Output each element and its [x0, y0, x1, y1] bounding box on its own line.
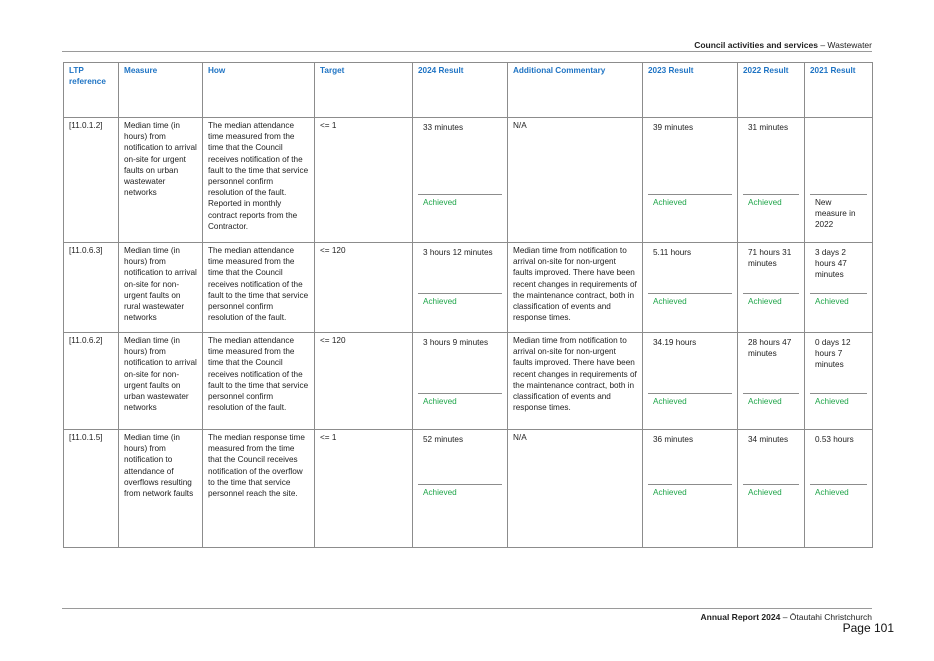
result-2022-value: 28 hours 47 minutes: [743, 335, 799, 394]
result-2024-status: Achieved: [423, 397, 457, 406]
column-header: Measure: [119, 63, 203, 118]
column-header: 2022 Result: [738, 63, 805, 118]
section-subtitle: – Wastewater: [817, 40, 872, 50]
commentary-cell: N/A: [508, 118, 643, 243]
section-header: [694, 40, 872, 50]
result-2024-status: Achieved: [423, 297, 457, 306]
table-row: [64, 333, 873, 430]
measure-cell: Median time (in hours) from notification to arrival on-site for non-urgent faults on rural wastewater networks: [119, 243, 203, 333]
result-2023-status: Achieved: [653, 397, 687, 406]
header-divider: [62, 51, 872, 52]
result-2023-value: 36 minutes: [648, 432, 732, 485]
table-row: [64, 243, 873, 333]
result-2023-value: 39 minutes: [648, 120, 732, 195]
column-header: LTP reference: [64, 63, 119, 118]
result-2022-cell: [738, 118, 805, 243]
column-header: Additional Commentary: [508, 63, 643, 118]
result-2022-cell: [738, 243, 805, 333]
commentary-cell: Median time from notification to arrival on-site for non-urgent faults improved. There have been recent changes in requirements of the maintenance contract, both in classification of events and response times.: [508, 243, 643, 333]
ltp-reference: [11.0.1.5]: [64, 430, 119, 548]
result-2023-status: Achieved: [653, 488, 687, 497]
result-2024-value: 33 minutes: [418, 120, 502, 195]
result-2023-cell: [643, 243, 738, 333]
result-2022-status: Achieved: [748, 488, 782, 497]
target-cell: <= 120: [315, 333, 413, 430]
result-2022-status: Achieved: [748, 198, 782, 207]
section-title: Council activities and services: [694, 40, 818, 50]
target-cell: <= 1: [315, 118, 413, 243]
result-2021-value: 0.53 hours: [810, 432, 867, 485]
result-2023-cell: [643, 118, 738, 243]
result-2022-status: Achieved: [748, 397, 782, 406]
result-2024-cell: [413, 333, 508, 430]
result-2021-cell: [805, 243, 873, 333]
table-header-row: [64, 63, 873, 118]
ltp-reference: [11.0.1.2]: [64, 118, 119, 243]
result-2021-status: New measure in 2022: [815, 198, 856, 230]
column-header: How: [203, 63, 315, 118]
footer-divider: [62, 608, 872, 609]
result-2024-status: Achieved: [423, 488, 457, 497]
performance-table: [63, 62, 873, 548]
result-2024-cell: [413, 430, 508, 548]
commentary-cell: N/A: [508, 430, 643, 548]
result-2023-cell: [643, 430, 738, 548]
result-2022-cell: [738, 430, 805, 548]
result-2021-cell: [805, 430, 873, 548]
result-2022-value: 71 hours 31 minutes: [743, 245, 799, 294]
result-2021-cell: [805, 333, 873, 430]
result-2022-value: 34 minutes: [743, 432, 799, 485]
column-header: 2024 Result: [413, 63, 508, 118]
result-2023-status: Achieved: [653, 297, 687, 306]
column-header: 2021 Result: [805, 63, 873, 118]
result-2024-status: Achieved: [423, 198, 457, 207]
report-location: – Ōtautahi Christchurch: [780, 612, 872, 622]
result-2021-status: Achieved: [815, 397, 849, 406]
target-cell: <= 1: [315, 430, 413, 548]
result-2021-status: Achieved: [815, 297, 849, 306]
result-2024-value: 3 hours 12 minutes: [418, 245, 502, 294]
column-header: Target: [315, 63, 413, 118]
result-2023-value: 5.11 hours: [648, 245, 732, 294]
how-cell: The median response time measured from the time that the Council receives notification of the overflow to the time that service personnel reach the site.: [203, 430, 315, 548]
ltp-reference: [11.0.6.2]: [64, 333, 119, 430]
result-2024-cell: [413, 243, 508, 333]
result-2023-cell: [643, 333, 738, 430]
result-2021-value: 3 days 2 hours 47 minutes: [810, 245, 867, 294]
table-row: [64, 118, 873, 243]
result-2024-value: 52 minutes: [418, 432, 502, 485]
result-2024-cell: [413, 118, 508, 243]
result-2021-value: [810, 120, 867, 195]
how-cell: The median attendance time measured from the time that the Council receives notification of the fault to the time that service personnel confirm resolution of the fault. Reported in monthly contract reports from the Contractor.: [203, 118, 315, 243]
result-2022-status: Achieved: [748, 297, 782, 306]
commentary-cell: Median time from notification to arrival on-site for non-urgent faults improved. There have been recent changes in requirements of the maintenance contract, both in classification of events and response times.: [508, 333, 643, 430]
result-2021-status: Achieved: [815, 488, 849, 497]
result-2024-value: 3 hours 9 minutes: [418, 335, 502, 394]
page-number: Page 101: [842, 621, 894, 635]
result-2023-value: 34.19 hours: [648, 335, 732, 394]
result-2022-value: 31 minutes: [743, 120, 799, 195]
table-row: [64, 430, 873, 548]
measure-cell: Median time (in hours) from notification to arrival on-site for non-urgent faults on urban wastewater networks: [119, 333, 203, 430]
result-2023-status: Achieved: [653, 198, 687, 207]
column-header: 2023 Result: [643, 63, 738, 118]
result-2021-value: 0 days 12 hours 7 minutes: [810, 335, 867, 394]
result-2022-cell: [738, 333, 805, 430]
measure-cell: Median time (in hours) from notification to attendance of overflows resulting from network faults: [119, 430, 203, 548]
how-cell: The median attendance time measured from the time that the Council receives notification of the fault to the time that service personnel confirm resolution of the fault.: [203, 243, 315, 333]
result-2021-cell: [805, 118, 873, 243]
how-cell: The median attendance time measured from the time that the Council receives notification of the fault to the time that service personnel confirm resolution of the fault.: [203, 333, 315, 430]
target-cell: <= 120: [315, 243, 413, 333]
report-name: Annual Report 2024: [700, 612, 781, 622]
ltp-reference: [11.0.6.3]: [64, 243, 119, 333]
measure-cell: Median time (in hours) from notification to arrival on-site for urgent faults on urban wastewater networks: [119, 118, 203, 243]
